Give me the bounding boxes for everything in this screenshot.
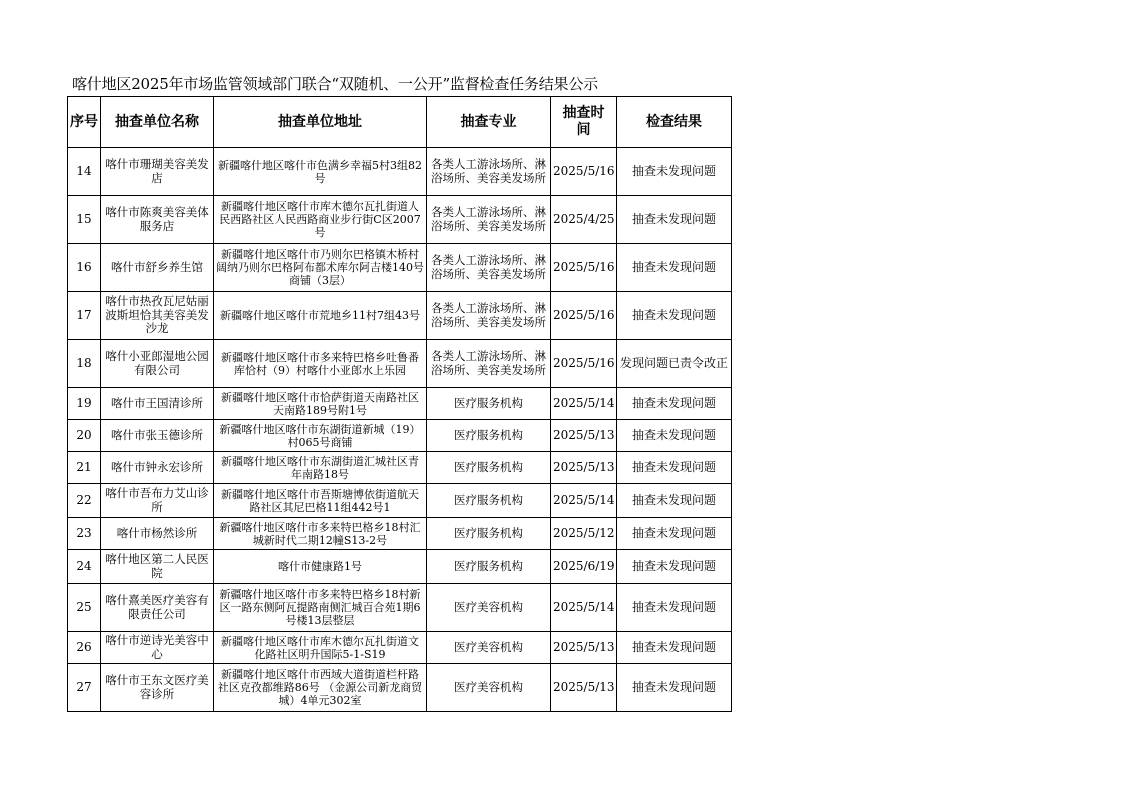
header-result: 检查结果 (617, 97, 732, 148)
cell-address: 新疆喀什地区喀什市多来特巴格乡18村新区一路东侧阿瓦提路南侧汇城百合苑1期6号楼13层整层 (214, 584, 427, 632)
cell-result: 发现问题已责令改正 (617, 340, 732, 388)
cell-name: 喀什小亚郎湿地公园有限公司 (101, 340, 214, 388)
header-date: 抽查时间 (551, 97, 617, 148)
cell-result: 抽查未发现问题 (617, 632, 732, 664)
cell-date: 2025/5/14 (551, 584, 617, 632)
cell-name: 喀什市杨然诊所 (101, 518, 214, 550)
table-row (68, 550, 732, 584)
cell-name: 喀什地区第二人民医院 (101, 550, 214, 584)
cell-category: 医疗服务机构 (427, 550, 551, 584)
cell-address: 新疆喀什地区喀什市西域大道街道栏杆路社区克孜都维路86号 （金源公司新龙商贸城）4单元302室 (214, 664, 427, 712)
cell-name: 喀什市热孜瓦尼姑丽波斯坦恰其美容美发沙龙 (101, 292, 214, 340)
header-name: 抽查单位名称 (101, 97, 214, 148)
table-row (68, 484, 732, 518)
cell-address: 新疆喀什地区喀什市多来特巴格乡18村汇城新时代二期12幢S13-2号 (214, 518, 427, 550)
cell-date: 2025/5/14 (551, 388, 617, 420)
cell-result: 抽查未发现问题 (617, 452, 732, 484)
cell-no: 19 (68, 388, 101, 420)
cell-date: 2025/4/25 (551, 196, 617, 244)
table-row (68, 388, 732, 420)
cell-address: 新疆喀什地区喀什市荒地乡11村7组43号 (214, 292, 427, 340)
cell-category: 医疗美容机构 (427, 632, 551, 664)
cell-date: 2025/5/16 (551, 340, 617, 388)
cell-result: 抽查未发现问题 (617, 664, 732, 712)
cell-result: 抽查未发现问题 (617, 550, 732, 584)
cell-name: 喀什市吾布力艾山诊所 (101, 484, 214, 518)
cell-category: 医疗服务机构 (427, 388, 551, 420)
table-row (68, 420, 732, 452)
cell-address: 新疆喀什地区喀什市库木德尔瓦扎街道人民西路社区人民西路商业步行街C区2007号 (214, 196, 427, 244)
cell-result: 抽查未发现问题 (617, 196, 732, 244)
cell-name: 喀什市陈爽美容美体服务店 (101, 196, 214, 244)
cell-no: 15 (68, 196, 101, 244)
table-row (68, 518, 732, 550)
cell-category: 各类人工游泳场所、淋浴场所、美容美发场所 (427, 292, 551, 340)
cell-no: 21 (68, 452, 101, 484)
cell-no: 17 (68, 292, 101, 340)
table-row (68, 196, 732, 244)
cell-no: 25 (68, 584, 101, 632)
cell-name: 喀什市王国清诊所 (101, 388, 214, 420)
cell-date: 2025/5/12 (551, 518, 617, 550)
cell-result: 抽查未发现问题 (617, 292, 732, 340)
cell-category: 医疗服务机构 (427, 452, 551, 484)
cell-result: 抽查未发现问题 (617, 420, 732, 452)
cell-no: 23 (68, 518, 101, 550)
cell-name: 喀什市王东文医疗美容诊所 (101, 664, 214, 712)
cell-address: 新疆喀什地区喀什市吾斯塘博依街道航天路社区其尼巴格11组442号1 (214, 484, 427, 518)
cell-category: 各类人工游泳场所、淋浴场所、美容美发场所 (427, 340, 551, 388)
table-row (68, 148, 732, 196)
cell-result: 抽查未发现问题 (617, 484, 732, 518)
cell-category: 各类人工游泳场所、淋浴场所、美容美发场所 (427, 148, 551, 196)
cell-no: 16 (68, 244, 101, 292)
cell-result: 抽查未发现问题 (617, 148, 732, 196)
table-row (68, 244, 732, 292)
cell-date: 2025/5/14 (551, 484, 617, 518)
table-row (68, 632, 732, 664)
cell-date: 2025/6/19 (551, 550, 617, 584)
cell-date: 2025/5/16 (551, 292, 617, 340)
cell-date: 2025/5/16 (551, 244, 617, 292)
table-row (68, 452, 732, 484)
cell-date: 2025/5/13 (551, 452, 617, 484)
cell-result: 抽查未发现问题 (617, 584, 732, 632)
cell-name: 喀什市逆诗光美容中心 (101, 632, 214, 664)
table-row (68, 340, 732, 388)
cell-no: 26 (68, 632, 101, 664)
cell-date: 2025/5/13 (551, 664, 617, 712)
document-title: 喀什地区2025年市场监管领域部门联合“双随机、一公开”监督检查任务结果公示 (72, 75, 598, 93)
cell-category: 各类人工游泳场所、淋浴场所、美容美发场所 (427, 196, 551, 244)
cell-name: 喀什市舒乡养生馆 (101, 244, 214, 292)
cell-category: 医疗服务机构 (427, 518, 551, 550)
cell-date: 2025/5/13 (551, 420, 617, 452)
cell-category: 医疗美容机构 (427, 584, 551, 632)
cell-result: 抽查未发现问题 (617, 244, 732, 292)
cell-address: 新疆喀什地区喀什市东湖街道新城（19）村065号商铺 (214, 420, 427, 452)
cell-name: 喀什市珊瑚美容美发店 (101, 148, 214, 196)
cell-date: 2025/5/16 (551, 148, 617, 196)
cell-address: 新疆喀什地区喀什市乃则尔巴格镇木桥村阔纳乃则尔巴格阿布都术库尔阿吉楼140号商铺（3层） (214, 244, 427, 292)
cell-no: 18 (68, 340, 101, 388)
cell-category: 医疗服务机构 (427, 420, 551, 452)
cell-date: 2025/5/13 (551, 632, 617, 664)
inspection-results-table (67, 96, 732, 712)
cell-address: 喀什市健康路1号 (214, 550, 427, 584)
cell-no: 20 (68, 420, 101, 452)
cell-address: 新疆喀什地区喀什市库木德尔瓦扎街道文化路社区明升国际5-1-S19 (214, 632, 427, 664)
header-no: 序号 (68, 97, 101, 148)
cell-category: 医疗美容机构 (427, 664, 551, 712)
cell-address: 新疆喀什地区喀什市东湖街道汇城社区青年南路18号 (214, 452, 427, 484)
cell-address: 新疆喀什地区喀什市色满乡幸福5村3组82号 (214, 148, 427, 196)
header-address: 抽查单位地址 (214, 97, 427, 148)
header-category: 抽查专业 (427, 97, 551, 148)
table-row (68, 584, 732, 632)
table-row (68, 664, 732, 712)
cell-address: 新疆喀什地区喀什市恰萨街道天南路社区天南路189号附1号 (214, 388, 427, 420)
cell-result: 抽查未发现问题 (617, 518, 732, 550)
table-header-row (68, 97, 732, 148)
cell-category: 各类人工游泳场所、淋浴场所、美容美发场所 (427, 244, 551, 292)
cell-name: 喀什市张玉德诊所 (101, 420, 214, 452)
cell-result: 抽查未发现问题 (617, 388, 732, 420)
cell-name: 喀什熹美医疗美容有限责任公司 (101, 584, 214, 632)
cell-no: 14 (68, 148, 101, 196)
cell-no: 22 (68, 484, 101, 518)
cell-no: 27 (68, 664, 101, 712)
table-row (68, 292, 732, 340)
cell-no: 24 (68, 550, 101, 584)
cell-address: 新疆喀什地区喀什市多来特巴格乡吐鲁番库恰村（9）村喀什小亚郎水上乐园 (214, 340, 427, 388)
cell-name: 喀什市钟永宏诊所 (101, 452, 214, 484)
cell-category: 医疗服务机构 (427, 484, 551, 518)
